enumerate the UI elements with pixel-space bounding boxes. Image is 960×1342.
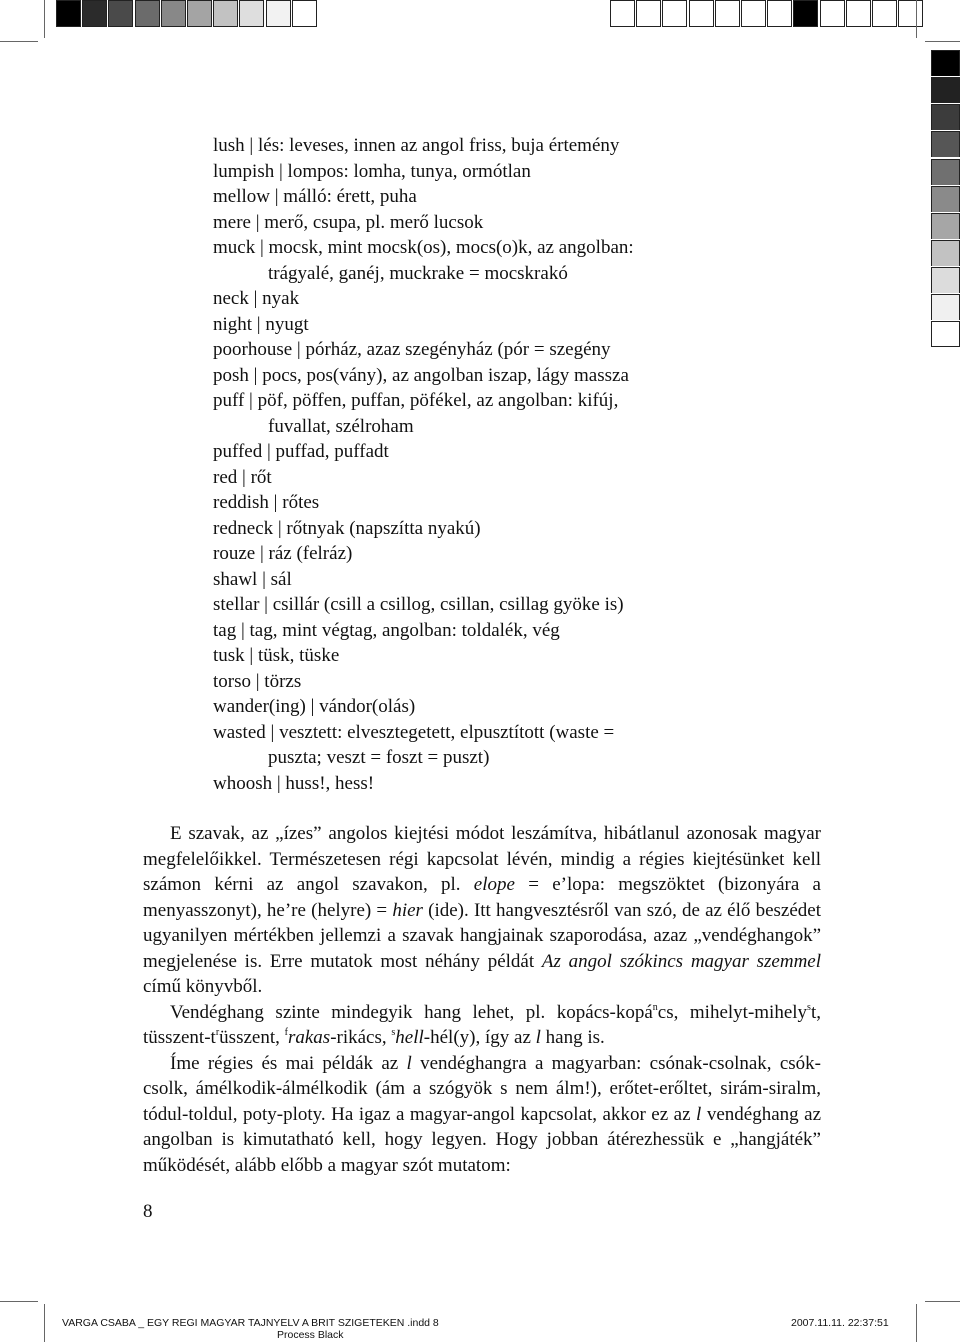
glossary-entry: neck | nyak — [213, 288, 300, 309]
calibration-swatch — [715, 0, 740, 27]
calibration-swatch — [931, 131, 960, 157]
glossary-entry: stellar | csillár (csill a csillog, csillan, csillag gyöke is) — [213, 594, 624, 615]
calibration-swatch — [931, 240, 960, 266]
text-run: című könyvből. — [143, 976, 263, 997]
calibration-swatch — [931, 104, 960, 130]
text-run: cs, mihelyt-mihely — [657, 1001, 808, 1023]
text-run: Vendéghang szinte mindegyik hang lehet, pl. kopács-kopá — [170, 1001, 653, 1023]
glossary-entry-continuation: puszta; veszt = foszt = puszt) — [268, 747, 490, 768]
calibration-swatch — [931, 77, 960, 103]
glossary-entry: reddish | rőtes — [213, 492, 320, 513]
calibration-swatch — [266, 0, 291, 27]
superscript: n — [652, 1001, 658, 1013]
calibration-swatch — [187, 0, 212, 27]
glossary-list — [213, 133, 693, 796]
calibration-swatch — [662, 0, 687, 27]
crop-mark — [925, 1301, 960, 1302]
crop-mark — [916, 1304, 917, 1342]
glossary-entry: mellow | málló: érett, puha — [213, 186, 417, 207]
glossary-entry: red | rőt — [213, 466, 272, 488]
italic-term: l — [696, 1103, 702, 1125]
glossary-entry: redneck | rőtnyak (napszítta nyakú) — [213, 517, 481, 539]
calibration-swatch — [213, 0, 238, 27]
glossary-entry-continuation: trágyalé, ganéj, muckrake = mocskrakó — [268, 262, 568, 284]
calibration-swatch — [931, 294, 960, 320]
calibration-swatch — [931, 186, 960, 212]
glossary-entry: puff | pöf, pöffen, puffan, pöfékel, az angolban: kifúj, — [213, 390, 619, 411]
glossary-entry: wander(ing) | vándor(olás) — [213, 696, 416, 717]
calibration-swatch — [846, 0, 871, 27]
italic-term: hier — [392, 899, 423, 921]
glossary-entry: whoosh | huss!, hess! — [213, 772, 375, 794]
calibration-swatch — [292, 0, 317, 27]
crop-mark — [44, 0, 45, 38]
italic-term: hell — [395, 1027, 424, 1048]
paragraph — [143, 1000, 821, 1051]
glossary-entry: puffed | puffad, puffadt — [213, 441, 389, 462]
italic-term: l — [535, 1027, 541, 1048]
calibration-swatch — [898, 0, 923, 27]
calibration-swatch — [931, 50, 960, 76]
calibration-swatch — [689, 0, 714, 27]
glossary-entry: torso | törzs — [213, 670, 302, 692]
calibration-swatch — [820, 0, 845, 27]
text-run: Íme régies és mai példák az — [170, 1052, 407, 1074]
italic-term: rakas — [287, 1027, 331, 1048]
calibration-swatch — [610, 0, 635, 27]
glossary-entry: shawl | sál — [213, 568, 292, 590]
calibration-swatch — [767, 0, 792, 27]
glossary-entry: poorhouse | pórház, azaz szegényház (pór = szegény — [213, 339, 611, 360]
glossary-entry: posh | pocs, pos(vány), az angolban iszap, lágy massza — [213, 364, 629, 386]
text-run: = e’lopa: megszöktet (bizonyára a menyasszonyt), he’re (helyre) = — [143, 874, 821, 921]
text-run: vendéghang az angolban is kimutatható kell, hogy legyen. Hogy jobban átérezhessük e „hangjáték” működését, alább előbb a magyar szót mutatom: — [143, 1103, 821, 1176]
text-run: (ide). Itt hangvesztésről van szó, de az élő beszédet ugyanilyen mértékben jellemzi a szavak hangjainak szaporodása, azaz „vendéghangok” megjelenése is. Erre mutatok most néhány példát — [143, 899, 821, 972]
page-number: 8 — [143, 1201, 153, 1222]
text-run: E szavak, az „ízes” angolos kiejtési módot leszámítva, hibátlanul azonosak magyar megfelelőikkel. Természetesen régi kapcsolat lévén, mindig a régies kiejtésünket kell számon kérni az angol szavakon, pl. — [143, 823, 821, 895]
calibration-swatch — [636, 0, 661, 27]
superscript: r — [215, 1027, 220, 1038]
calibration-swatch — [872, 0, 897, 27]
glossary-entry: tusk | tüsk, tüske — [213, 645, 340, 666]
calibration-swatch — [931, 267, 960, 293]
text-run: hang is. — [540, 1027, 605, 1048]
calibration-swatch — [108, 0, 133, 27]
print-slug-process: Process Black — [277, 1329, 344, 1341]
glossary-entry: lush | lés: leveses, innen az angol friss, buja értemény — [213, 135, 620, 156]
gray-calibration-strip — [931, 50, 960, 349]
crop-mark — [44, 1304, 45, 1342]
crop-mark — [925, 41, 960, 42]
text-run: vendéghangra a magyarban: csónak-csolnak, csók-csolk, ámélkodik-álmélkodik (ám a szógyök s nem álm!), erőtet-erőltet, sirám-siralm, tódul-toldul, poty-ploty. Ha igaz a magyar-angol kapcsolat, akkor ez az — [143, 1052, 821, 1125]
glossary-entry-continuation: fuvallat, szélroham — [268, 415, 414, 437]
calibration-swatch — [135, 0, 160, 27]
calibration-swatch — [239, 0, 264, 27]
print-slug-date: 2007.11.11. 22:37:51 — [791, 1317, 889, 1329]
glossary-entry: muck | mocsk, mint mocsk(os), mocs(o)k, az angolban: — [213, 237, 634, 258]
crop-mark — [0, 41, 38, 42]
calibration-swatch — [161, 0, 186, 27]
book-title: Az angol szókincs magyar szemmel — [541, 950, 822, 972]
calibration-swatch — [931, 159, 960, 185]
crop-mark — [916, 0, 917, 38]
calibration-swatch — [82, 0, 107, 27]
text-run: t, tüsszent-t — [143, 1001, 821, 1048]
superscript: s — [807, 1001, 811, 1013]
glossary-entry: tag | tag, mint végtag, angolban: toldalék, vég — [213, 619, 560, 641]
glossary-entry: wasted | vesztett: elvesztegetett, elpusztított (waste = — [213, 721, 615, 743]
calibration-swatch — [931, 321, 960, 347]
paragraph — [143, 821, 821, 1000]
text-run: -hél(y), így az — [423, 1027, 536, 1048]
print-slug: VARGA CSABA _ EGY REGI MAGYAR TAJNYELV A BRIT SZIGETEKEN .indd 8 — [62, 1317, 439, 1329]
italic-term: l — [406, 1052, 412, 1074]
calibration-swatch — [56, 0, 81, 27]
calibration-swatch — [741, 0, 766, 27]
superscript: s — [391, 1027, 396, 1038]
superscript: f — [284, 1027, 288, 1038]
glossary-entry: rouze | ráz (felráz) — [213, 543, 353, 564]
italic-term: elope — [473, 874, 515, 895]
text-run: -rikács, — [330, 1027, 392, 1048]
text-run: üsszent, — [219, 1027, 285, 1048]
color-calibration-bar-left — [56, 0, 318, 29]
calibration-swatch — [793, 0, 818, 27]
glossary-entry: night | nyugt — [213, 313, 309, 335]
body-text — [143, 821, 821, 1178]
calibration-swatch — [931, 213, 960, 239]
glossary-entry: mere | merő, csupa, pl. merő lucsok — [213, 211, 484, 233]
crop-mark — [0, 1301, 38, 1302]
glossary-entry: lumpish | lompos: lomha, tunya, ormótlan — [213, 160, 531, 182]
color-calibration-bar-right — [610, 0, 924, 29]
paragraph — [143, 1051, 821, 1179]
